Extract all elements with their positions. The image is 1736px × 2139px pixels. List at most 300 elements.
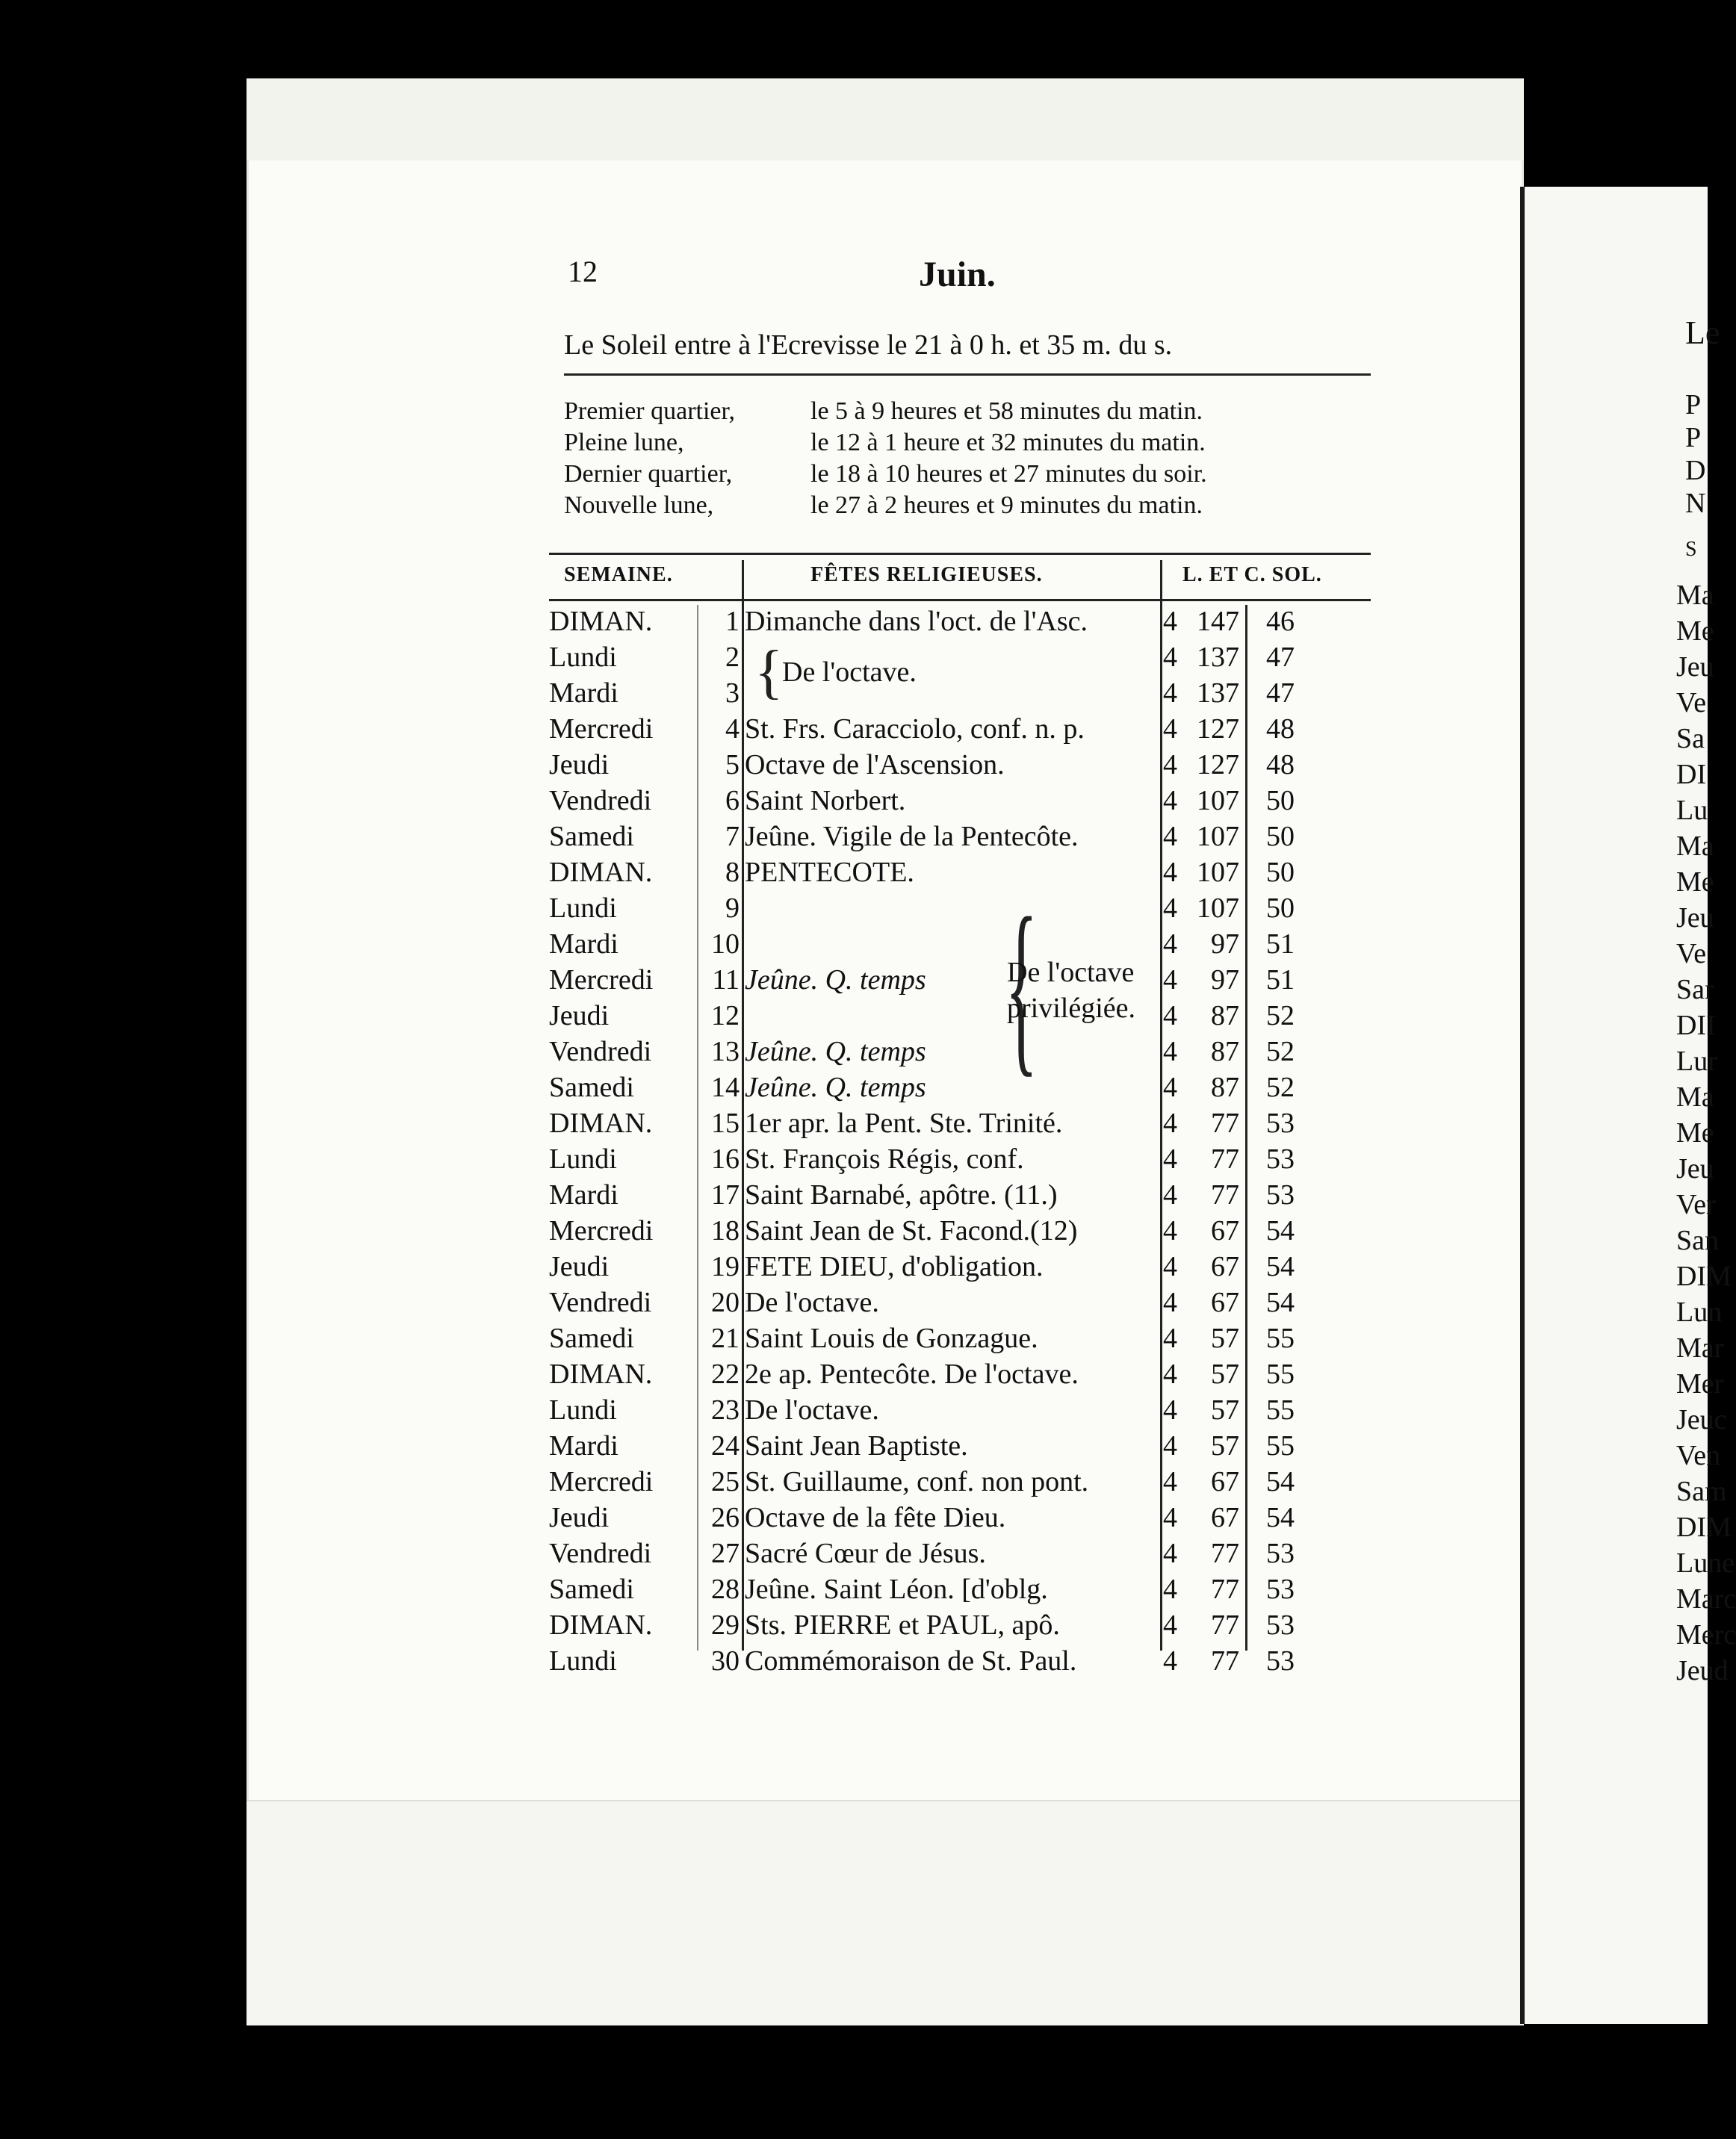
lever-hour-cell: 4: [1163, 1574, 1177, 1605]
day-cell: Jeudi: [549, 749, 610, 780]
lever-hour-cell: 4: [1163, 821, 1177, 852]
lever-minute-cell: 7: [1211, 1609, 1225, 1641]
sun-entry-line: Le Soleil entre à l'Ecrevisse le 21 à 0 h. et 35 m. du s.: [564, 329, 1173, 361]
moon-phase-text: le 27 à 2 heures et 9 minutes du matin.: [810, 491, 1203, 519]
day-cell: Lundi: [549, 892, 617, 924]
lever-minute-cell: 7: [1211, 1108, 1225, 1139]
lever-hour-cell: 4: [1163, 1179, 1177, 1211]
adjacent-page-day: Ver: [1676, 1189, 1716, 1220]
lever-minute-cell: 5: [1211, 1359, 1225, 1390]
sun-minute-cell: 50: [1266, 892, 1295, 924]
lever-minute-cell: 10: [1197, 857, 1225, 888]
date-cell: 17: [711, 1179, 740, 1211]
moon-phase-label: Pleine lune,: [564, 429, 684, 456]
day-cell: DIMAN.: [549, 1359, 653, 1390]
sun-minute-cell: 48: [1266, 713, 1295, 745]
sun-minute-cell: 53: [1266, 1574, 1295, 1605]
lever-hour-cell: 4: [1163, 1502, 1177, 1533]
fete-cell: Octave de l'Ascension.: [745, 749, 1005, 780]
sun-hour-cell: 7: [1225, 857, 1239, 888]
moon-phase-label: Dernier quartier,: [564, 460, 733, 488]
sun-hour-cell: 7: [1225, 1430, 1239, 1462]
header-fetes: FÊTES RELIGIEUSES.: [810, 563, 1043, 586]
date-cell: 26: [711, 1502, 740, 1533]
lever-minute-cell: 7: [1211, 1538, 1225, 1569]
fete-cell: Commémoraison de St. Paul.: [745, 1645, 1077, 1677]
fete-cell: Sacré Cœur de Jésus.: [745, 1538, 986, 1569]
sun-hour-cell: 7: [1225, 1143, 1239, 1175]
date-cell: 16: [711, 1143, 740, 1175]
adjacent-page-day: Ma: [1676, 580, 1714, 611]
day-cell: Samedi: [549, 1072, 634, 1103]
date-cell: 8: [725, 857, 740, 888]
adjacent-page-line: N: [1685, 488, 1706, 519]
lever-hour-cell: 4: [1163, 1323, 1177, 1354]
top-rule: [564, 373, 1371, 376]
day-cell: Lundi: [549, 1143, 617, 1175]
date-cell: 18: [711, 1215, 740, 1247]
lever-minute-cell: 6: [1211, 1215, 1225, 1247]
sun-minute-cell: 52: [1266, 1072, 1295, 1103]
moon-phase-row: [564, 459, 1207, 490]
day-cell: DIMAN.: [549, 1108, 653, 1139]
fete-cell: St. François Régis, conf.: [745, 1143, 1024, 1175]
lever-hour-cell: 4: [1163, 713, 1177, 745]
sun-hour-cell: 7: [1225, 677, 1239, 709]
sun-minute-cell: 51: [1266, 964, 1295, 996]
lever-hour-cell: 4: [1163, 1538, 1177, 1569]
day-cell: Lundi: [549, 642, 617, 673]
lever-minute-cell: 7: [1211, 1143, 1225, 1175]
sun-minute-cell: 52: [1266, 1000, 1295, 1031]
lever-minute-cell: 6: [1211, 1502, 1225, 1533]
brace: {: [1005, 878, 1038, 1093]
sun-hour-cell: 7: [1225, 785, 1239, 816]
table-row: [549, 713, 1371, 748]
sun-minute-cell: 53: [1266, 1108, 1295, 1139]
sun-hour-cell: 7: [1225, 928, 1239, 960]
sun-minute-cell: 51: [1266, 928, 1295, 960]
table-row: [549, 1573, 1371, 1609]
sun-hour-cell: 7: [1225, 1000, 1239, 1031]
sun-hour-cell: 7: [1225, 1359, 1239, 1390]
table-row: [549, 999, 1371, 1035]
moon-phase-text: le 5 à 9 heures et 58 minutes du matin.: [810, 397, 1203, 425]
lever-hour-cell: 4: [1163, 642, 1177, 673]
lever-minute-cell: 5: [1211, 1394, 1225, 1426]
day-cell: Samedi: [549, 1574, 634, 1605]
lever-hour-cell: 4: [1163, 1000, 1177, 1031]
lever-minute-cell: 10: [1197, 821, 1225, 852]
date-cell: 28: [711, 1574, 740, 1605]
day-cell: Jeudi: [549, 1251, 610, 1282]
lever-minute-cell: 13: [1197, 642, 1225, 673]
lever-minute-cell: 5: [1211, 1323, 1225, 1354]
lever-hour-cell: 4: [1163, 1251, 1177, 1282]
fete-cell: Jeûne. Q. temps: [745, 964, 926, 996]
adjacent-page-line: D: [1685, 455, 1706, 486]
date-cell: 19: [711, 1251, 740, 1282]
date-cell: 29: [711, 1609, 740, 1641]
sun-hour-cell: 7: [1225, 1466, 1239, 1497]
date-cell: 1: [725, 606, 740, 637]
table-row: [549, 1143, 1371, 1179]
date-cell: 9: [725, 892, 740, 924]
sun-minute-cell: 53: [1266, 1538, 1295, 1569]
day-cell: Vendredi: [549, 785, 652, 816]
page-bottom-margin: [247, 1800, 1524, 2025]
lever-hour-cell: 4: [1163, 1108, 1177, 1139]
table-row: [549, 1250, 1371, 1286]
sun-hour-cell: 7: [1225, 1574, 1239, 1605]
lever-hour-cell: 4: [1163, 1036, 1177, 1067]
day-cell: DIMAN.: [549, 1609, 653, 1641]
date-cell: 3: [725, 677, 740, 709]
adjacent-page-day: Merc: [1676, 1619, 1736, 1651]
date-cell: 4: [725, 713, 740, 745]
date-cell: 2: [725, 642, 740, 673]
lever-minute-cell: 10: [1197, 785, 1225, 816]
date-cell: 20: [711, 1287, 740, 1318]
lever-hour-cell: 4: [1163, 1645, 1177, 1677]
adjacent-page-day: Jeu: [1676, 651, 1714, 683]
lever-hour-cell: 4: [1163, 928, 1177, 960]
lever-minute-cell: 9: [1211, 928, 1225, 960]
adjacent-page-line: P: [1685, 389, 1702, 420]
date-cell: 12: [711, 1000, 740, 1031]
fete-cell: St. Frs. Caracciolo, conf. n. p.: [745, 713, 1085, 745]
date-cell: 25: [711, 1466, 740, 1497]
sun-hour-cell: 7: [1225, 713, 1239, 745]
day-cell: Vendredi: [549, 1036, 652, 1067]
header-rule: [549, 599, 1371, 601]
day-cell: Mardi: [549, 1179, 619, 1211]
lever-minute-cell: 9: [1211, 964, 1225, 996]
day-cell: Samedi: [549, 821, 634, 852]
sun-minute-cell: 50: [1266, 857, 1295, 888]
day-cell: DIMAN.: [549, 606, 653, 637]
lever-minute-cell: 8: [1211, 1036, 1225, 1067]
lever-hour-cell: 4: [1163, 1359, 1177, 1390]
fete-cell: Jeûne. Q. temps: [745, 1072, 926, 1103]
date-cell: 13: [711, 1036, 740, 1067]
date-cell: 15: [711, 1108, 740, 1139]
adjacent-page-day: Mer: [1676, 1368, 1724, 1400]
adjacent-page-header: S: [1685, 538, 1697, 561]
fete-cell: Saint Barnabé, apôtre. (11.): [745, 1179, 1058, 1211]
table-row: [549, 1358, 1371, 1394]
table-row: [549, 1465, 1371, 1501]
sun-minute-cell: 50: [1266, 821, 1295, 852]
sun-minute-cell: 50: [1266, 785, 1295, 816]
moon-phase-label: Nouvelle lune,: [564, 491, 714, 519]
sun-hour-cell: 7: [1225, 892, 1239, 924]
table-row: [549, 1394, 1371, 1429]
day-cell: Lundi: [549, 1394, 617, 1426]
adjacent-page-day: Mar: [1676, 1332, 1724, 1364]
adjacent-page-day: Jeud: [1676, 1655, 1729, 1686]
lever-hour-cell: 4: [1163, 1072, 1177, 1103]
lever-minute-cell: 6: [1211, 1251, 1225, 1282]
sun-minute-cell: 55: [1266, 1394, 1295, 1426]
calendar-table: [549, 560, 1371, 1677]
sun-minute-cell: 53: [1266, 1143, 1295, 1175]
adjacent-page-day: Lune: [1676, 1547, 1735, 1579]
table-row: [549, 1286, 1371, 1322]
day-cell: Mardi: [549, 677, 619, 709]
brace-note: De l'octave: [1007, 957, 1135, 988]
sun-hour-cell: 7: [1225, 1072, 1239, 1103]
adjacent-page-day: DIM: [1676, 1512, 1732, 1543]
table-row: [549, 1501, 1371, 1537]
sun-hour-cell: 7: [1225, 1251, 1239, 1282]
date-cell: 6: [725, 785, 740, 816]
sun-hour-cell: 7: [1225, 1394, 1239, 1426]
adjacent-page-day: Marc: [1676, 1583, 1736, 1615]
sun-minute-cell: 48: [1266, 749, 1295, 780]
day-cell: Samedi: [549, 1323, 634, 1354]
lever-minute-cell: 14: [1197, 606, 1225, 637]
table-row: [549, 748, 1371, 784]
fete-cell: Saint Louis de Gonzague.: [745, 1323, 1038, 1354]
day-cell: DIMAN.: [549, 857, 653, 888]
adjacent-page-day: DII: [1676, 1010, 1716, 1041]
adjacent-page-day: Sa: [1676, 723, 1705, 754]
sun-minute-cell: 52: [1266, 1036, 1295, 1067]
fete-cell: Saint Jean de St. Facond.(12): [745, 1215, 1078, 1247]
fete-cell: Sts. PIERRE et PAUL, apô.: [745, 1609, 1060, 1641]
date-cell: 22: [711, 1359, 740, 1390]
lever-minute-cell: 7: [1211, 1179, 1225, 1211]
page-number: 12: [568, 255, 598, 288]
lever-hour-cell: 4: [1163, 1609, 1177, 1641]
adjacent-page-day: Jeu: [1676, 1153, 1714, 1185]
lever-hour-cell: 4: [1163, 785, 1177, 816]
sun-minute-cell: 55: [1266, 1430, 1295, 1462]
date-cell: 11: [712, 964, 740, 996]
table-row: [549, 641, 1371, 677]
lever-minute-cell: 12: [1197, 749, 1225, 780]
lever-minute-cell: 5: [1211, 1430, 1225, 1462]
fete-cell: Jeûne. Vigile de la Pentecôte.: [745, 821, 1079, 852]
sun-hour-cell: 7: [1225, 1502, 1239, 1533]
table-row: [549, 1537, 1371, 1573]
table-row: [549, 1429, 1371, 1465]
moon-phase-text: le 12 à 1 heure et 32 minutes du matin.: [810, 429, 1206, 456]
sun-minute-cell: 53: [1266, 1645, 1295, 1677]
fete-cell: Saint Norbert.: [745, 785, 906, 816]
header-semaine: SEMAINE.: [564, 563, 673, 586]
fete-cell: Jeûne. Saint Léon. [d'oblg.: [745, 1574, 1048, 1605]
adjacent-page: [1520, 187, 1736, 2024]
table-row: [549, 1179, 1371, 1214]
day-cell: Mercredi: [549, 713, 654, 745]
lever-minute-cell: 8: [1211, 1072, 1225, 1103]
table-row: [549, 1645, 1371, 1680]
sun-minute-cell: 54: [1266, 1215, 1295, 1247]
adjacent-page-day: Lun: [1676, 1297, 1723, 1328]
sun-hour-cell: 7: [1225, 642, 1239, 673]
lever-minute-cell: 10: [1197, 892, 1225, 924]
sun-hour-cell: 7: [1225, 1179, 1239, 1211]
lever-minute-cell: 7: [1211, 1574, 1225, 1605]
sun-hour-cell: 7: [1225, 606, 1239, 637]
adjacent-page-day: DI: [1676, 759, 1707, 790]
moon-phases: [564, 396, 1207, 521]
sun-hour-cell: 7: [1225, 821, 1239, 852]
adjacent-page-line: P: [1685, 422, 1702, 453]
header-lc-sol: L. ET C. SOL.: [1182, 563, 1322, 586]
lever-minute-cell: 6: [1211, 1466, 1225, 1497]
sun-hour-cell: 7: [1225, 1609, 1239, 1641]
sun-hour-cell: 7: [1225, 749, 1239, 780]
sun-minute-cell: 53: [1266, 1179, 1295, 1211]
sun-minute-cell: 54: [1266, 1251, 1295, 1282]
sun-hour-cell: 7: [1225, 1645, 1239, 1677]
lever-hour-cell: 4: [1163, 677, 1177, 709]
table-row: [549, 784, 1371, 820]
lever-hour-cell: 4: [1163, 749, 1177, 780]
table-row: [549, 1035, 1371, 1071]
lever-minute-cell: 7: [1211, 1645, 1225, 1677]
sun-minute-cell: 54: [1266, 1287, 1295, 1318]
date-cell: 24: [711, 1430, 740, 1462]
page-top-margin: [247, 78, 1524, 161]
date-cell: 7: [725, 821, 740, 852]
sun-hour-cell: 7: [1225, 1323, 1239, 1354]
lever-minute-cell: 8: [1211, 1000, 1225, 1031]
fete-cell: Octave de la fête Dieu.: [745, 1502, 1006, 1533]
fete-cell: PENTECOTE.: [745, 857, 914, 888]
day-cell: Mercredi: [549, 1215, 654, 1247]
date-cell: 10: [711, 928, 740, 960]
date-cell: 21: [711, 1323, 740, 1354]
moon-phase-text: le 18 à 10 heures et 27 minutes du soir.: [810, 460, 1207, 488]
brace: {: [754, 639, 784, 705]
date-cell: 30: [711, 1645, 740, 1677]
fete-cell: 1er apr. la Pent. Ste. Trinité.: [745, 1108, 1063, 1139]
sun-hour-cell: 7: [1225, 1215, 1239, 1247]
lever-hour-cell: 4: [1163, 1215, 1177, 1247]
fete-cell: Jeûne. Q. temps: [745, 1036, 926, 1067]
date-cell: 23: [711, 1394, 740, 1426]
adjacent-page-day: Ma: [1676, 831, 1714, 862]
table-row: [549, 820, 1371, 856]
sun-hour-cell: 7: [1225, 1287, 1239, 1318]
table-row: [549, 892, 1371, 928]
lever-minute-cell: 6: [1211, 1287, 1225, 1318]
day-cell: Lundi: [549, 1645, 617, 1677]
lever-hour-cell: 4: [1163, 606, 1177, 637]
lever-hour-cell: 4: [1163, 1143, 1177, 1175]
adjacent-page-day: Lu: [1676, 795, 1708, 826]
adjacent-page-day: Ve: [1676, 938, 1707, 969]
brace-note: privilégiée.: [1007, 993, 1135, 1024]
adjacent-page-day: Me: [1676, 615, 1714, 647]
sun-minute-cell: 47: [1266, 677, 1295, 709]
table-row: [549, 1609, 1371, 1645]
day-cell: Mercredi: [549, 964, 654, 996]
day-cell: Mardi: [549, 928, 619, 960]
adjacent-page-day: Sam: [1676, 1476, 1727, 1507]
lever-minute-cell: 12: [1197, 713, 1225, 745]
fete-cell: De l'octave.: [745, 1394, 879, 1426]
adjacent-page-day: Jeuc: [1676, 1404, 1727, 1435]
sun-hour-cell: 7: [1225, 1108, 1239, 1139]
day-cell: Jeudi: [549, 1502, 610, 1533]
table-row: [549, 963, 1371, 999]
adjacent-page-day: Ve: [1676, 687, 1707, 718]
adjacent-page-day: Me: [1676, 866, 1714, 898]
fete-cell: 2e ap. Pentecôte. De l'octave.: [745, 1359, 1079, 1390]
sun-minute-cell: 46: [1266, 606, 1295, 637]
adjacent-page-day: Ven: [1676, 1440, 1721, 1471]
day-cell: Vendredi: [549, 1287, 652, 1318]
fete-cell: De l'octave.: [745, 1287, 879, 1318]
sun-minute-cell: 55: [1266, 1323, 1295, 1354]
table-row: [549, 1322, 1371, 1358]
date-cell: 14: [711, 1072, 740, 1103]
fete-cell: St. Guillaume, conf. non pont.: [745, 1466, 1089, 1497]
sun-minute-cell: 47: [1266, 642, 1295, 673]
adjacent-page-day: Me: [1676, 1117, 1714, 1149]
lever-hour-cell: 4: [1163, 857, 1177, 888]
lever-hour-cell: 4: [1163, 964, 1177, 996]
lever-hour-cell: 4: [1163, 1466, 1177, 1497]
brace-note: De l'octave.: [782, 656, 917, 688]
sun-hour-cell: 7: [1225, 964, 1239, 996]
adjacent-page-day: DIM: [1676, 1261, 1732, 1292]
page-title: Juin.: [919, 255, 996, 294]
sun-minute-cell: 54: [1266, 1466, 1295, 1497]
table-row: [549, 1071, 1371, 1107]
table-row: [549, 928, 1371, 963]
fete-cell: Dimanche dans l'oct. de l'Asc.: [745, 606, 1088, 637]
adjacent-page-day: Lur: [1676, 1046, 1717, 1077]
date-cell: 5: [725, 749, 740, 780]
day-cell: Mercredi: [549, 1466, 654, 1497]
lever-hour-cell: 4: [1163, 1394, 1177, 1426]
moon-phase-row: [564, 427, 1207, 459]
table-row: [549, 1214, 1371, 1250]
day-cell: Vendredi: [549, 1538, 652, 1569]
moon-phase-label: Premier quartier,: [564, 397, 735, 425]
fete-cell: FETE DIEU, d'obligation.: [745, 1251, 1044, 1282]
adjacent-page-day: Sar: [1676, 974, 1714, 1005]
lever-hour-cell: 4: [1163, 1430, 1177, 1462]
adjacent-page-title: Le: [1685, 314, 1720, 351]
table-row: [549, 1107, 1371, 1143]
lever-minute-cell: 13: [1197, 677, 1225, 709]
moon-phase-row: [564, 396, 1207, 427]
fete-cell: Saint Jean Baptiste.: [745, 1430, 968, 1462]
day-cell: Jeudi: [549, 1000, 610, 1031]
day-cell: Mardi: [549, 1430, 619, 1462]
sun-hour-cell: 7: [1225, 1036, 1239, 1067]
sun-minute-cell: 54: [1266, 1502, 1295, 1533]
table-row: [549, 605, 1371, 641]
sun-minute-cell: 55: [1266, 1359, 1295, 1390]
sun-minute-cell: 53: [1266, 1609, 1295, 1641]
moon-phase-row: [564, 490, 1207, 521]
sun-hour-cell: 7: [1225, 1538, 1239, 1569]
lever-hour-cell: 4: [1163, 1287, 1177, 1318]
adjacent-page-day: Jeu: [1676, 902, 1714, 934]
table-top-rule: [549, 553, 1371, 555]
date-cell: 27: [711, 1538, 740, 1569]
lever-hour-cell: 4: [1163, 892, 1177, 924]
table-row: [549, 856, 1371, 892]
